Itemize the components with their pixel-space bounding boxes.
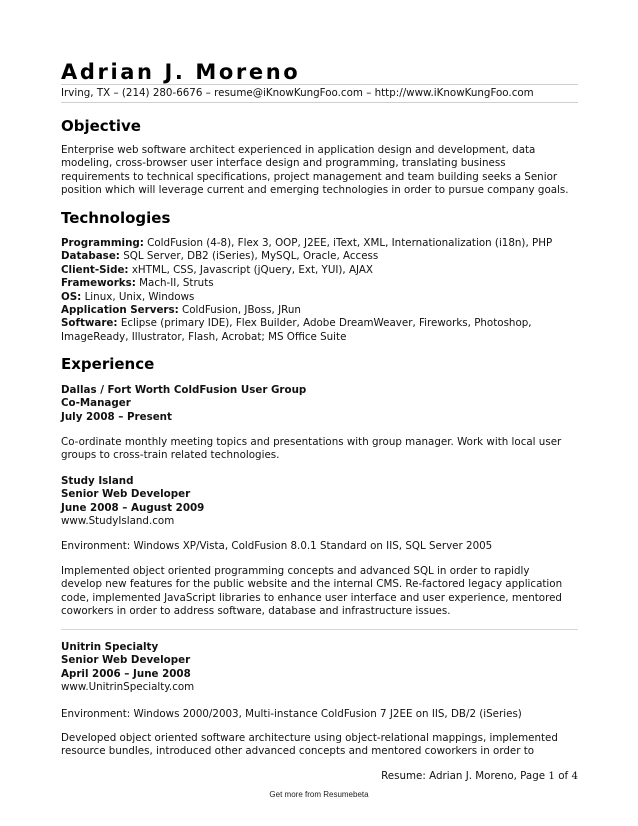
job-entry	[61, 384, 581, 424]
objective-line: Enterprise web software architect experienced in application design and development, data	[61, 144, 536, 156]
tech-label: OS:	[61, 290, 82, 303]
job-url: www.UnitrinSpecialty.com	[61, 681, 195, 694]
job-desc-line: groups to cross-train related technologies.	[61, 449, 280, 462]
job-environment: Environment: Windows 2000/2003, Multi-instance ColdFusion 7 J2EE on IIS, DB/2 (iSeries)	[61, 708, 522, 720]
page-number: 1	[548, 770, 555, 782]
tech-database	[61, 250, 581, 263]
job-dates: July 2008 – Present	[61, 410, 172, 423]
contact-line: Irving, TX – (214) 280-6676 – resume@iKnowKungFoo.com – http://www.iKnowKungFoo.com	[61, 84, 578, 103]
tech-software-cont: ImageReady, Illustrator, Flash, Acrobat; MS Office Suite	[61, 330, 347, 343]
job-desc-line: coworkers in order to address software, database and infrastructure issues.	[61, 605, 451, 618]
technologies-list	[61, 237, 581, 344]
job-title: Senior Web Developer	[61, 488, 191, 501]
job-dates: April 2006 – June 2008	[61, 667, 191, 680]
candidate-name: Adrian J. Moreno	[61, 60, 301, 84]
job-entry	[61, 475, 581, 529]
job-entry	[61, 641, 581, 695]
tech-label: Database:	[61, 250, 120, 263]
tech-value: xHTML, CSS, Javascript (jQuery, Ext, YUI), AJAX	[128, 263, 373, 276]
objective-text	[61, 144, 581, 198]
job-company: Dallas / Fort Worth ColdFusion User Group	[61, 384, 307, 396]
tech-label: Application Servers:	[61, 304, 179, 317]
tech-app-servers	[61, 304, 581, 317]
job-desc-line: Implemented object oriented programming concepts and advanced SQL in order to rapidly	[61, 565, 530, 577]
job-title: Senior Web Developer	[61, 654, 191, 667]
job-company: Unitrin Specialty	[61, 641, 159, 653]
tech-label: Frameworks:	[61, 277, 136, 290]
job-dates: June 2008 – August 2009	[61, 501, 205, 514]
tech-programming	[61, 237, 581, 250]
tech-value: SQL Server, DB2 (iSeries), MySQL, Oracle, Access	[119, 250, 379, 263]
tech-label: Client-Side:	[61, 263, 129, 276]
job-title: Co-Manager	[61, 397, 131, 410]
job-desc-line: Developed object oriented software architecture using object-relational mappings, implemented	[61, 732, 558, 744]
job-desc-line: develop new features for the public website and the internal CMS. Re-factored legacy application	[61, 578, 563, 591]
experience-heading: Experience	[61, 355, 155, 373]
tech-value: ColdFusion (4-8), Flex 3, OOP, J2EE, iText, XML, Internationalization (i18n), PHP	[143, 237, 553, 249]
tech-os	[61, 291, 581, 304]
technologies-heading: Technologies	[61, 209, 171, 227]
tech-value: Eclipse (primary IDE), Flex Builder, Adobe DreamWeaver, Fireworks, Photoshop,	[117, 317, 532, 330]
footer-label: Resume: Adrian J. Moreno, Page	[381, 770, 549, 782]
job-desc-line: resource bundles, introduced other advanced concepts and mentored coworkers in order to	[61, 745, 535, 758]
tech-label: Software:	[61, 317, 118, 330]
job-environment: Environment: Windows XP/Vista, ColdFusion 8.0.1 Standard on IIS, SQL Server 2005	[61, 540, 493, 552]
objective-line: modeling, cross-browser user interface design and programming, translating business	[61, 157, 506, 170]
page-footer	[381, 770, 578, 782]
job-desc-line: code, implemented JavaScript libraries to enhance user interface and user experience, mentored	[61, 591, 562, 604]
job-url: www.StudyIsland.com	[61, 515, 175, 528]
objective-heading: Objective	[61, 117, 141, 135]
tech-frameworks	[61, 277, 581, 290]
more-link[interactable]: Get more from Resumebeta	[269, 790, 369, 799]
tech-value: Linux, Unix, Windows	[81, 290, 195, 303]
tech-client-side	[61, 264, 581, 277]
tech-value: ColdFusion, JBoss, JRun	[178, 304, 301, 317]
tech-value: Mach-II, Struts	[135, 277, 214, 290]
objective-line: position which will leverage current and emerging technologies in order to pursue company goals.	[61, 184, 569, 197]
job-desc-line: Co-ordinate monthly meeting topics and presentations with group manager. Work with local user	[61, 436, 562, 448]
page-total: 4	[571, 770, 578, 782]
tech-label: Programming:	[61, 237, 144, 249]
job-description	[61, 732, 581, 759]
objective-line: requirements to technical specifications, project management and team building seeks a Senior	[61, 170, 558, 183]
section-divider	[61, 629, 578, 630]
job-company: Study Island	[61, 475, 134, 487]
footer-of: of	[554, 770, 572, 782]
tech-software	[61, 317, 581, 330]
job-description	[61, 565, 581, 619]
job-description	[61, 436, 581, 463]
